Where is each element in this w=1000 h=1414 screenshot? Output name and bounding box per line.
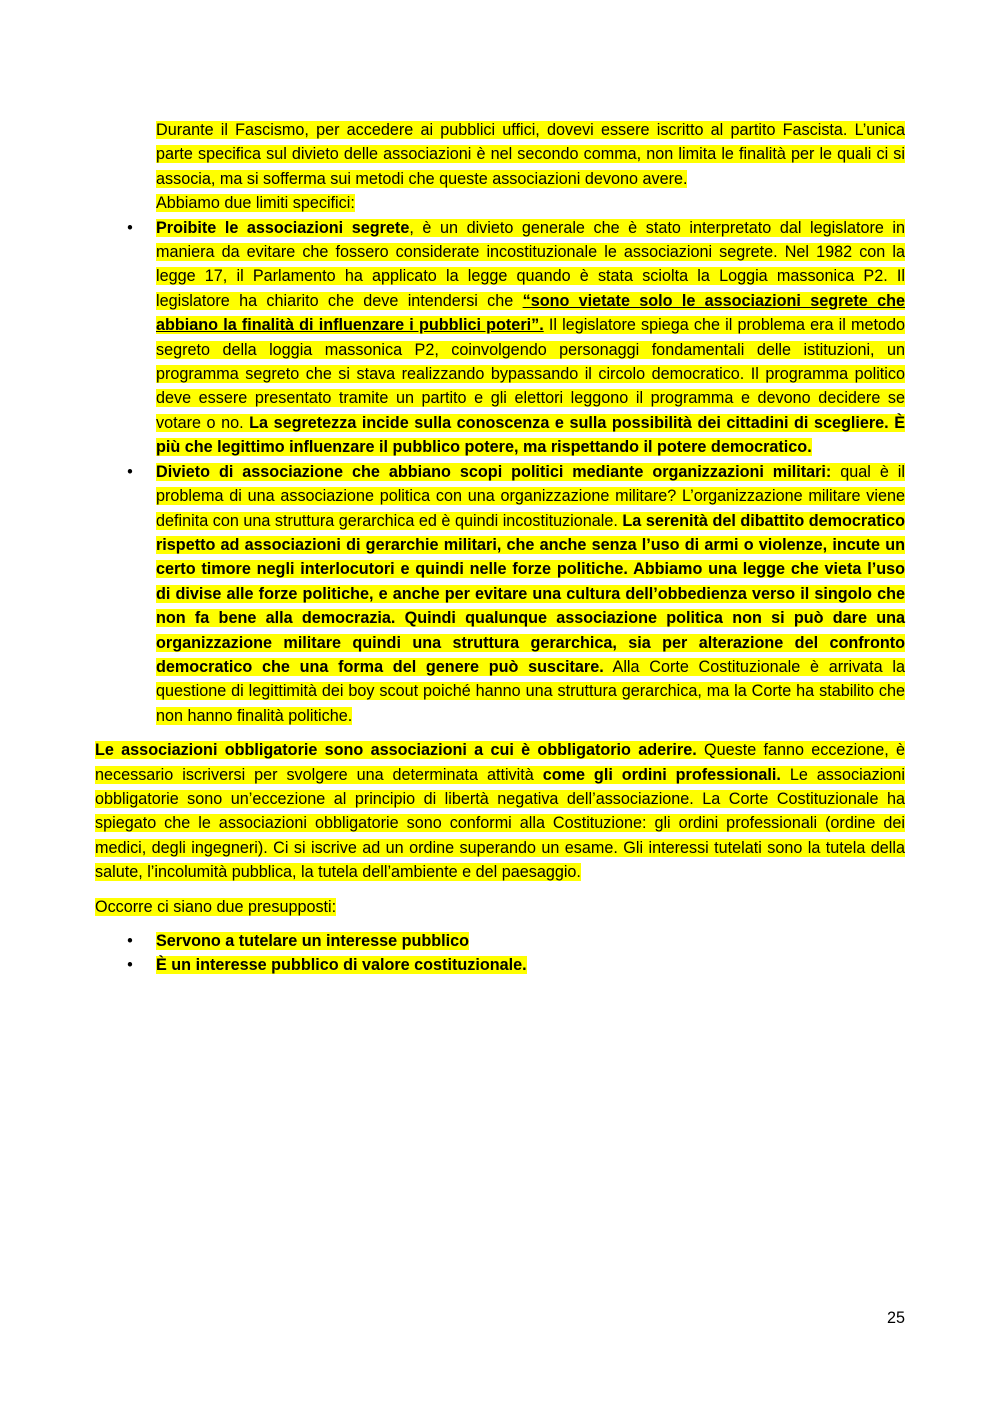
obligatory-bold-mid: come gli ordini professionali.: [542, 765, 781, 784]
obligatory-lead: Le associazioni obbligatorie sono associazioni a cui è obbligatorio aderire.: [95, 741, 697, 760]
list-item: [95, 216, 905, 460]
page-number: 25: [886, 1309, 905, 1327]
obligatory-text-b: Le associazioni obbligatorie sono un’eccezione al principio di libertà negativa dell’associazione. La Corte Costituzionale ha spiegato che le associazioni obbligatorie sono conformi alla Costituzione: gli ordini professionali (ordine dei medici, degli ingegneri). Ci si iscrive ad un ordine superando un esame. Gli interessi tutelati sono la tutela della salute, l’incolumità pubblica, la tutela dell’ambiente e del paesaggio.: [95, 765, 905, 882]
limit1-paragraph: [156, 219, 905, 457]
list-item: [95, 929, 905, 953]
bullet-icon: •: [127, 218, 133, 237]
limits-intro: [95, 191, 905, 215]
obligatory-text: [95, 741, 905, 881]
bullet-icon: •: [127, 462, 133, 481]
requirement-text: È un interesse pubblico di valore costituzionale.: [156, 956, 527, 975]
bullet-icon: •: [127, 932, 133, 950]
limit2-text-b: Alla Corte Costituzionale è arrivata la questione di legittimità dei boy scout poiché hanno una struttura gerarchica, ma la Corte ha stabilito che non hanno finalità politiche.: [156, 657, 905, 725]
requirements-intro: [95, 895, 905, 919]
bullet-icon: •: [127, 956, 133, 975]
limit1-quote: “sono vietate solo le associazioni segrete che abbiano la finalità di influenzare i pubblici poteri”.: [156, 291, 905, 335]
page-body: [95, 118, 905, 978]
intro-text: Durante il Fascismo, per accedere ai pubblici uffici, dovevi essere iscritto al partito Fascista. L’unica parte specifica sul divieto delle associazioni è nel secondo comma, non limita le finalità per le quali ci si associa, ma si sofferma sui metodi che queste associazioni devono avere.: [156, 121, 905, 188]
limit2-paragraph: [156, 463, 905, 725]
intro-paragraph: [95, 118, 905, 191]
limit1-bold-tail: La segretezza incide sulla conoscenza e sulla possibilità dei cittadini di scegliere. È più che legittimo influenzare il pubblico potere, ma rispettando il potere democratico.: [156, 413, 905, 457]
list-item: [95, 460, 905, 728]
limit2-title: Divieto di associazione che abbiano scopi politici mediante organizzazioni militari:: [156, 462, 832, 481]
limit2-bold-mid: La serenità del dibattito democratico rispetto ad associazioni di gerarchie militari, che anche senza l’uso di armi o violenze, incute un certo timore negli interlocutori e quindi nelle forze politiche. Abbiamo una legge che vieta l’uso di divise alle forze politiche, e anche per evitare una cultura dell’obbedienza verso il singolo che non fa bene alla democrazia. Quindi qualunque associazione politica non si può dare una organizzazione militare quindi una struttura gerarchica, sia per alterazione del confronto democratico che una forma del genere può suscitare.: [156, 511, 905, 676]
obligatory-paragraph: [95, 738, 905, 884]
limit1-title: Proibite le associazioni segrete: [156, 218, 410, 237]
limit2-text-a: qual è il problema di una associazione politica con una organizzazione militare? L’organizzazione militare viene definita con una struttura gerarchica ed è quindi incostituzionale.: [156, 462, 905, 530]
limit1-text-b: Il legislatore spiega che il problema era il metodo segreto della loggia massonica P2, coinvolgendo personaggi fondamentali delle istituzioni, un programma segreto che si stava realizzando bypassando il circolo democratico. Il programma politico deve essere presentato tramite un partito e gli elettori leggono il programma e devono decidere se votare o no.: [156, 316, 905, 432]
list-item: [95, 953, 905, 977]
limit1-text-a: , è un divieto generale che è stato interpretato dal legislatore in maniera da evitare che fossero considerate incostituzionale le associazioni segrete. Nel 1982 con la legge 17, il Parlamento ha applicato la legge quando è stata sciolta la Loggia massonica P2. Il legislatore ha chiarito che deve intendersi che: [156, 218, 906, 310]
obligatory-text-a: Queste fanno eccezione, è necessario iscriversi per svolgere una determinata attività: [95, 741, 905, 784]
requirements-intro-text: Occorre ci siano due presupposti:: [95, 897, 337, 916]
requirement-text: Servono a tutelare un interesse pubblico: [156, 932, 470, 950]
requirements-list: [95, 929, 905, 978]
limits-intro-text: Abbiamo due limiti specifici:: [156, 194, 355, 213]
limits-list: [95, 216, 905, 729]
